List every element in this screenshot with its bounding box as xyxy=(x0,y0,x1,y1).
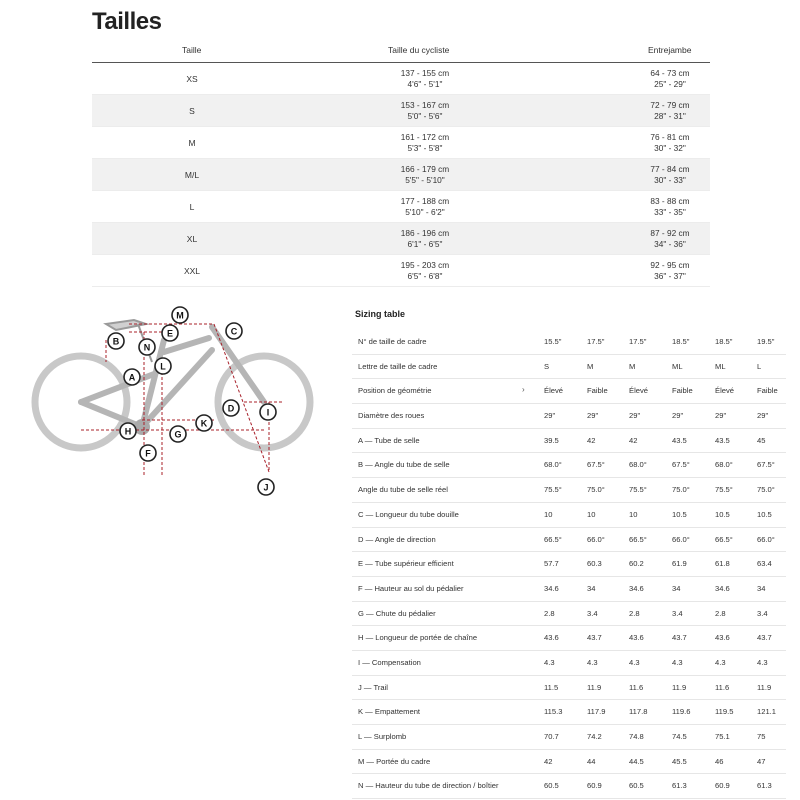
inseam-in: 25" - 29" xyxy=(654,79,686,89)
geometry-row xyxy=(352,379,786,404)
geometry-value: 39.5 xyxy=(544,435,559,445)
geometry-value: 43.7 xyxy=(587,633,602,643)
marker-e xyxy=(162,325,178,341)
geometry-value: 15.5" xyxy=(544,337,562,346)
geometry-value: 61.8 xyxy=(715,559,730,569)
geometry-value: 75.0° xyxy=(672,485,690,495)
geometry-label: H — Longueur de portée de chaîne xyxy=(358,633,478,643)
geometry-row xyxy=(352,478,786,503)
geometry-value: 66.0° xyxy=(757,534,775,544)
geometry-value: 4.3 xyxy=(715,657,726,667)
inseam-in: 28" - 31" xyxy=(654,111,686,121)
rider-height xyxy=(325,100,525,122)
geometry-value: ML xyxy=(715,361,726,371)
geometry-row xyxy=(352,355,786,380)
geometry-value: 34 xyxy=(757,583,766,593)
rider-height-cm: 177 - 188 cm xyxy=(400,196,450,206)
geometry-value: 3.4 xyxy=(757,608,768,618)
geometry-value: 42 xyxy=(587,435,596,445)
geometry-value: 66.5° xyxy=(544,534,562,544)
inseam-in: 30" - 33" xyxy=(654,175,686,185)
size-row xyxy=(92,127,710,159)
rider-height-ft: 5'3" - 5'8" xyxy=(407,143,443,153)
svg-text:B: B xyxy=(112,336,120,347)
inseam-cm: 92 - 95 cm xyxy=(650,260,690,270)
geometry-label: L — Surplomb xyxy=(358,732,407,741)
geometry-row xyxy=(352,528,786,553)
geometry-label: Diamètre des roues xyxy=(358,411,425,421)
geometry-value: 61.9 xyxy=(672,559,687,569)
geometry-value: 43.5 xyxy=(715,435,730,445)
inseam-in: 30" - 32" xyxy=(654,143,686,153)
geometry-value: 45.5 xyxy=(672,756,687,766)
inseam-cm: 87 - 92 cm xyxy=(650,228,690,238)
geometry-value: 29" xyxy=(544,411,556,421)
geometry-value: S xyxy=(544,361,550,371)
svg-text:G: G xyxy=(174,429,182,440)
geometry-label: D — Angle de direction xyxy=(358,534,436,544)
size-row xyxy=(92,63,710,95)
marker-d xyxy=(223,400,239,416)
geometry-row xyxy=(352,429,786,454)
geometry-value: 11.6 xyxy=(715,682,730,692)
geometry-label: Position de géométrie xyxy=(358,386,432,396)
geometry-row xyxy=(352,774,786,799)
size-label: M xyxy=(188,138,196,148)
geometry-row xyxy=(352,577,786,602)
geometry-value: 10 xyxy=(629,509,638,519)
inseam xyxy=(570,100,770,122)
size-row xyxy=(92,95,710,127)
geometry-value: 44 xyxy=(587,756,596,766)
size-row xyxy=(92,223,710,255)
geometry-value: 75.0° xyxy=(587,485,605,495)
rider-height-ft: 6'5" - 6'8" xyxy=(407,271,443,281)
rider-height-ft: 5'5" - 5'10" xyxy=(405,175,445,185)
geometry-value: 10.5 xyxy=(715,509,730,519)
geometry-value: 45 xyxy=(757,435,766,445)
geometry-label: K — Empattement xyxy=(358,707,421,717)
geometry-value: Élevé xyxy=(715,386,734,396)
svg-text:A: A xyxy=(128,372,136,383)
size-row xyxy=(92,159,710,191)
marker-l xyxy=(155,358,171,374)
geometry-value: 29" xyxy=(587,411,599,421)
geometry-label: I — Compensation xyxy=(358,657,421,667)
geometry-value: 74.8 xyxy=(629,732,644,741)
geometry-value: 4.3 xyxy=(629,657,640,667)
geometry-value: 66.5° xyxy=(629,534,647,544)
geometry-value: 29" xyxy=(757,411,769,421)
geometry-value: 74.2 xyxy=(587,732,602,741)
geometry-value: 61.3 xyxy=(757,781,772,791)
sizes-table xyxy=(92,40,710,287)
rider-height-cm: 195 - 203 cm xyxy=(400,260,450,270)
geometry-value: 10.5 xyxy=(672,509,687,519)
geometry-value: 11.9 xyxy=(587,682,602,692)
geometry-row xyxy=(352,404,786,429)
geometry-row xyxy=(352,602,786,627)
marker-g xyxy=(170,426,186,442)
geometry-value: 66.0° xyxy=(587,534,605,544)
geometry-row xyxy=(352,552,786,577)
geometry-value: 43.7 xyxy=(757,633,772,643)
rider-height-ft: 5'10" - 6'2" xyxy=(405,207,445,217)
geometry-label: N — Hauteur du tube de direction / boîtier xyxy=(358,781,499,791)
geometry-value: 117.8 xyxy=(629,707,648,717)
geometry-value: Faible xyxy=(757,386,778,396)
geometry-value: 68.0° xyxy=(715,460,733,470)
geometry-value: 119.5 xyxy=(715,707,734,717)
geometry-label: C — Longueur du tube douille xyxy=(358,509,459,519)
geometry-label: J — Trail xyxy=(358,682,388,692)
marker-a xyxy=(124,369,140,385)
geometry-value: 44.5 xyxy=(629,756,644,766)
geometry-value: 18.5" xyxy=(715,337,733,346)
geometry-value: 75.0° xyxy=(757,485,775,495)
svg-text:K: K xyxy=(200,418,208,429)
inseam-in: 33" - 35" xyxy=(654,207,686,217)
geometry-value: 47 xyxy=(757,756,766,766)
geometry-value: 18.5" xyxy=(672,337,690,346)
inseam-in: 36" - 37" xyxy=(654,271,686,281)
svg-text:N: N xyxy=(143,342,151,353)
geometry-value: 75 xyxy=(757,732,766,741)
geometry-value: 3.4 xyxy=(672,608,683,618)
inseam-cm: 76 - 81 cm xyxy=(650,132,690,142)
size-label: XXL xyxy=(183,266,201,276)
rider-height xyxy=(325,68,525,90)
geometry-value: 34.6 xyxy=(629,583,644,593)
inseam-cm: 83 - 88 cm xyxy=(650,196,690,206)
inseam-cm: 72 - 79 cm xyxy=(650,100,690,110)
page-title: Tailles xyxy=(92,8,162,35)
svg-text:D: D xyxy=(227,403,235,414)
geometry-table xyxy=(352,330,786,799)
geometry-value: L xyxy=(757,361,762,371)
geometry-value: 11.5 xyxy=(544,682,559,692)
marker-b xyxy=(108,333,124,349)
geometry-value: 17.5" xyxy=(629,337,647,346)
svg-text:F: F xyxy=(145,448,151,459)
rider-height-ft: 6'1" - 6'5" xyxy=(407,239,443,249)
geometry-value: 42 xyxy=(629,435,638,445)
geometry-row xyxy=(352,330,786,355)
geometry-value: 19.5" xyxy=(757,337,775,346)
geometry-value: 34.6 xyxy=(544,583,559,593)
geometry-value: Élevé xyxy=(544,386,563,396)
geometry-value: 43.5 xyxy=(672,435,687,445)
svg-text:J: J xyxy=(263,482,269,493)
geometry-value: 60.5 xyxy=(544,781,559,791)
geometry-value: 4.3 xyxy=(757,657,768,667)
geometry-markers xyxy=(108,307,276,495)
geometry-value: 29" xyxy=(672,411,684,421)
geometry-row xyxy=(352,651,786,676)
svg-text:H: H xyxy=(124,426,132,437)
geometry-value: 46 xyxy=(715,756,724,766)
geometry-label: M — Portée du cadre xyxy=(358,756,431,766)
geometry-value: 11.9 xyxy=(672,682,687,692)
inseam-cm: 64 - 73 cm xyxy=(650,68,690,78)
geometry-value: 2.8 xyxy=(715,608,726,618)
geometry-value: 42 xyxy=(544,756,553,766)
geometry-label: Lettre de taille de cadre xyxy=(358,361,438,371)
geometry-value: 70.7 xyxy=(544,732,559,741)
marker-n xyxy=(139,339,155,355)
rider-height xyxy=(325,228,525,250)
sizes-table-header xyxy=(92,40,710,63)
geometry-value: 43.6 xyxy=(715,633,730,643)
size-label: XL xyxy=(186,234,198,244)
svg-text:C: C xyxy=(230,326,238,337)
geometry-value: 4.3 xyxy=(672,657,683,667)
marker-m xyxy=(172,307,188,323)
geometry-value: 66.0° xyxy=(672,534,690,544)
geometry-value: 63.4 xyxy=(757,559,772,569)
geometry-value: 67.5° xyxy=(672,460,690,470)
geometry-value: 67.5° xyxy=(587,460,605,470)
geometry-value: 119.6 xyxy=(672,707,691,717)
marker-k xyxy=(196,415,212,431)
bike-geometry-diagram xyxy=(24,302,344,502)
geometry-value: 34 xyxy=(672,583,681,593)
geometry-value: 75.5° xyxy=(715,485,733,495)
geometry-value: 11.9 xyxy=(757,682,772,692)
marker-f xyxy=(140,445,156,461)
size-row xyxy=(92,255,710,287)
geometry-value: 34.6 xyxy=(715,583,730,593)
geometry-value: M xyxy=(587,361,594,371)
geometry-row xyxy=(352,503,786,528)
geometry-row xyxy=(352,750,786,775)
geometry-value: 29" xyxy=(629,411,641,421)
geometry-value: Élevé xyxy=(629,386,648,396)
geometry-value: 75.5° xyxy=(544,485,562,495)
geometry-value: 34 xyxy=(587,583,596,593)
geometry-value: 67.5° xyxy=(757,460,775,470)
geometry-value: 75.5° xyxy=(629,485,647,495)
geometry-value: 57.7 xyxy=(544,559,559,569)
geometry-value: 117.9 xyxy=(587,707,606,717)
rider-height-ft: 5'0" - 5'6" xyxy=(407,111,443,121)
geometry-row xyxy=(352,453,786,478)
inseam xyxy=(570,132,770,154)
size-label: XS xyxy=(186,74,198,84)
inseam-in: 34" - 36" xyxy=(654,239,686,249)
geometry-label: Angle du tube de selle réel xyxy=(358,485,448,495)
geometry-value: 66.5° xyxy=(715,534,733,544)
svg-text:I: I xyxy=(266,407,270,418)
geometry-title: Sizing table xyxy=(355,309,406,319)
geometry-value: 2.8 xyxy=(544,608,555,618)
geometry-label: G — Chute du pédalier xyxy=(358,608,436,618)
geometry-value: Faible xyxy=(587,386,608,396)
svg-text:E: E xyxy=(166,328,174,339)
geometry-value: 60.2 xyxy=(629,559,644,569)
header-inseam: Entrejambe xyxy=(648,45,692,55)
geometry-value: 10.5 xyxy=(757,509,772,519)
size-label: S xyxy=(189,106,195,116)
inseam xyxy=(570,164,770,186)
header-rider-height: Taille du cycliste xyxy=(388,45,450,55)
rider-height-ft: 4'6" - 5'1" xyxy=(407,79,443,89)
geometry-value: Faible xyxy=(672,386,693,396)
geometry-value: 68.0° xyxy=(629,460,647,470)
geometry-row xyxy=(352,626,786,651)
size-label: L xyxy=(189,202,195,212)
rider-height xyxy=(325,260,525,282)
geometry-value: 10 xyxy=(544,509,553,519)
geometry-row-marker: › xyxy=(522,385,525,395)
geometry-value: 115.3 xyxy=(544,707,563,717)
svg-text:M: M xyxy=(176,310,184,321)
geometry-value: 43.7 xyxy=(672,633,687,643)
geometry-value: 43.6 xyxy=(544,633,559,643)
sizes-table-body xyxy=(92,63,710,287)
marker-j xyxy=(258,479,274,495)
geometry-value: 60.3 xyxy=(587,559,602,569)
geometry-value: 60.5 xyxy=(629,781,644,791)
geometry-row xyxy=(352,676,786,701)
geometry-value: 75.1 xyxy=(715,732,730,741)
geometry-value: 68.0° xyxy=(544,460,562,470)
geometry-label: E — Tube supérieur efficient xyxy=(358,559,454,569)
geometry-value: 2.8 xyxy=(629,608,640,618)
inseam xyxy=(570,196,770,218)
size-label: M/L xyxy=(184,170,200,180)
geometry-value: 4.3 xyxy=(544,657,555,667)
geometry-value: M xyxy=(629,361,636,371)
inseam xyxy=(570,68,770,90)
rider-height-cm: 137 - 155 cm xyxy=(400,68,450,78)
inseam xyxy=(570,228,770,250)
geometry-value: 74.5 xyxy=(672,732,687,741)
geometry-value: 3.4 xyxy=(587,608,598,618)
svg-text:L: L xyxy=(160,361,166,372)
geometry-label: B — Angle du tube de selle xyxy=(358,460,450,470)
inseam-cm: 77 - 84 cm xyxy=(650,164,690,174)
rider-height-cm: 153 - 167 cm xyxy=(400,100,450,110)
marker-c xyxy=(226,323,242,339)
marker-h xyxy=(120,423,136,439)
geometry-value: 29" xyxy=(715,411,727,421)
geometry-value: 61.3 xyxy=(672,781,687,791)
geometry-label: N° de taille de cadre xyxy=(358,337,427,346)
geometry-value: 17.5" xyxy=(587,337,605,346)
rider-height-cm: 166 - 179 cm xyxy=(400,164,450,174)
marker-i xyxy=(260,404,276,420)
geometry-value: 4.3 xyxy=(587,657,598,667)
geometry-value: 121.1 xyxy=(757,707,777,717)
geometry-label: A — Tube de selle xyxy=(358,435,420,445)
geometry-row xyxy=(352,700,786,725)
geometry-value: 10 xyxy=(587,509,596,519)
rider-height-cm: 161 - 172 cm xyxy=(400,132,450,142)
inseam xyxy=(570,260,770,282)
geometry-value: ML xyxy=(672,361,683,371)
geometry-label: F — Hauteur au sol du pédalier xyxy=(358,583,464,593)
geometry-value: 43.6 xyxy=(629,633,644,643)
size-row xyxy=(92,191,710,223)
header-size: Taille xyxy=(182,45,202,55)
geometry-value: 60.9 xyxy=(715,781,730,791)
rider-height xyxy=(325,196,525,218)
rider-height-cm: 186 - 196 cm xyxy=(400,228,450,238)
geometry-row xyxy=(352,725,786,750)
rider-height xyxy=(325,132,525,154)
rider-height xyxy=(325,164,525,186)
geometry-value: 60.9 xyxy=(587,781,602,791)
geometry-value: 11.6 xyxy=(629,682,644,692)
